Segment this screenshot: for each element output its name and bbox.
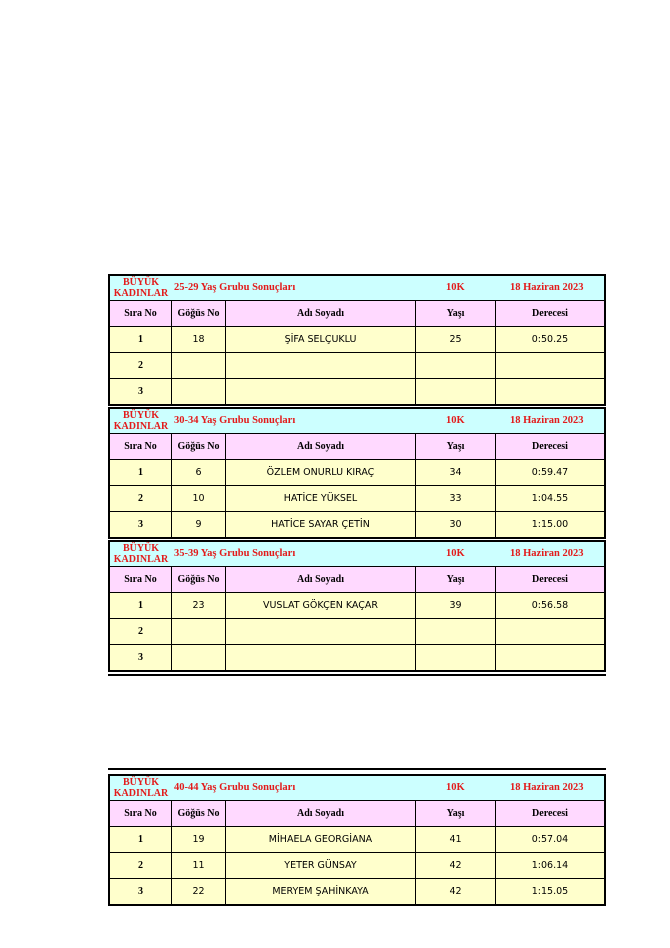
column-header-row: [110, 801, 604, 827]
race-date: 18 Haziran 2023: [510, 282, 584, 293]
col-gogus-no: Göğüs No: [172, 301, 226, 326]
table-row: [110, 353, 604, 379]
table-row: [110, 645, 604, 670]
rank: 1: [110, 593, 172, 618]
athlete-age: [416, 645, 496, 670]
finish-time: 0:59.47: [531, 467, 569, 478]
finish-time: 0:50.25: [531, 334, 569, 345]
finish-time: 0:57.04: [531, 834, 569, 845]
table-header: [110, 542, 604, 567]
col-adi-soyadi: Adı Soyadı: [226, 301, 416, 326]
finish-time: 1:15.00: [531, 519, 569, 530]
results-table-30-34: [108, 407, 606, 539]
athlete-name: VUSLAT GÖKÇEN KAÇAR: [226, 593, 416, 618]
results-table-40-44: [108, 774, 606, 906]
table-row: [110, 327, 604, 353]
bib-number: 23: [172, 593, 226, 618]
table-row: [110, 512, 604, 537]
table-row: [110, 827, 604, 853]
distance-label: 10K: [446, 782, 465, 793]
table-row: [110, 460, 604, 486]
results-table-25-29: [108, 274, 606, 406]
age-group-title: 25-29 Yaş Grubu Sonuçları: [174, 282, 296, 293]
table-row: [110, 593, 604, 619]
col-derecesi: Derecesi: [532, 808, 568, 819]
bib-number: [172, 353, 226, 378]
col-derecesi: Derecesi: [532, 441, 568, 452]
finish-time: [496, 645, 604, 670]
col-yasi: Yaşı: [416, 301, 496, 326]
column-header-row: [110, 434, 604, 460]
rank: 1: [110, 460, 172, 485]
col-sira-no: Sıra No: [110, 434, 172, 459]
age-group-title: 35-39 Yaş Grubu Sonuçları: [174, 548, 296, 559]
table-row: [110, 379, 604, 404]
athlete-age: [416, 619, 496, 644]
col-adi-soyadi: Adı Soyadı: [226, 801, 416, 826]
divider-line: [108, 674, 606, 676]
athlete-name: [226, 353, 416, 378]
athlete-name: ŞİFA SELÇUKLU: [226, 327, 416, 352]
athlete-name: [226, 379, 416, 404]
column-header-row: [110, 301, 604, 327]
race-date: 18 Haziran 2023: [510, 782, 584, 793]
bib-number: 11: [172, 853, 226, 878]
category-label: BÜYÜK KADINLAR: [113, 277, 169, 299]
race-date: 18 Haziran 2023: [510, 548, 584, 559]
distance-label: 10K: [446, 548, 465, 559]
table-header: [110, 276, 604, 301]
col-derecesi: Derecesi: [532, 308, 568, 319]
athlete-age: 42: [416, 879, 496, 904]
finish-time: [496, 619, 604, 644]
table-header: [110, 776, 604, 801]
results-table-35-39: [108, 540, 606, 672]
category-label: BÜYÜK KADINLAR: [113, 410, 169, 432]
rank: 3: [110, 379, 172, 404]
finish-time: [496, 379, 604, 404]
athlete-name: MERYEM ŞAHİNKAYA: [226, 879, 416, 904]
athlete-name: YETER GÜNSAY: [226, 853, 416, 878]
athlete-age: 33: [416, 486, 496, 511]
col-gogus-no: Göğüs No: [172, 801, 226, 826]
bib-number: [172, 645, 226, 670]
age-group-title: 30-34 Yaş Grubu Sonuçları: [174, 415, 296, 426]
rank: 3: [110, 512, 172, 537]
table-row: [110, 853, 604, 879]
table-row: [110, 486, 604, 512]
athlete-name: HATİCE YÜKSEL: [226, 486, 416, 511]
finish-time: 1:15.05: [531, 886, 569, 897]
bib-number: 6: [172, 460, 226, 485]
rank: 3: [110, 879, 172, 904]
rank: 2: [110, 353, 172, 378]
athlete-age: 42: [416, 853, 496, 878]
bib-number: 10: [172, 486, 226, 511]
col-sira-no: Sıra No: [110, 567, 172, 592]
rank: 1: [110, 327, 172, 352]
col-adi-soyadi: Adı Soyadı: [226, 567, 416, 592]
rank: 1: [110, 827, 172, 852]
rank: 2: [110, 619, 172, 644]
col-gogus-no: Göğüs No: [172, 434, 226, 459]
athlete-age: [416, 379, 496, 404]
athlete-age: 25: [416, 327, 496, 352]
athlete-name: HATİCE SAYAR ÇETİN: [226, 512, 416, 537]
category-label: BÜYÜK KADINLAR: [113, 543, 169, 565]
col-yasi: Yaşı: [416, 801, 496, 826]
col-derecesi: Derecesi: [532, 574, 568, 585]
athlete-name: ÖZLEM ONURLU KIRAÇ: [226, 460, 416, 485]
race-date: 18 Haziran 2023: [510, 415, 584, 426]
col-yasi: Yaşı: [416, 567, 496, 592]
finish-time: 1:04.55: [531, 493, 569, 504]
age-group-title: 40-44 Yaş Grubu Sonuçları: [174, 782, 296, 793]
bib-number: 19: [172, 827, 226, 852]
bib-number: 9: [172, 512, 226, 537]
athlete-name: [226, 619, 416, 644]
table-row: [110, 619, 604, 645]
col-adi-soyadi: Adı Soyadı: [226, 434, 416, 459]
athlete-age: 39: [416, 593, 496, 618]
athlete-age: 34: [416, 460, 496, 485]
athlete-age: 30: [416, 512, 496, 537]
col-yasi: Yaşı: [416, 434, 496, 459]
rank: 3: [110, 645, 172, 670]
table-row: [110, 879, 604, 904]
distance-label: 10K: [446, 415, 465, 426]
bib-number: 18: [172, 327, 226, 352]
rank: 2: [110, 853, 172, 878]
col-sira-no: Sıra No: [110, 301, 172, 326]
bib-number: [172, 619, 226, 644]
finish-time: [496, 353, 604, 378]
athlete-name: [226, 645, 416, 670]
rank: 2: [110, 486, 172, 511]
finish-time: 0:56.58: [531, 600, 569, 611]
table-header: [110, 409, 604, 434]
divider-line: [108, 768, 606, 770]
bib-number: 22: [172, 879, 226, 904]
athlete-name: MİHAELA GEORGİANA: [226, 827, 416, 852]
distance-label: 10K: [446, 282, 465, 293]
column-header-row: [110, 567, 604, 593]
col-sira-no: Sıra No: [110, 801, 172, 826]
athlete-age: [416, 353, 496, 378]
finish-time: 1:06.14: [531, 860, 569, 871]
bib-number: [172, 379, 226, 404]
category-label: BÜYÜK KADINLAR: [113, 777, 169, 799]
col-gogus-no: Göğüs No: [172, 567, 226, 592]
athlete-age: 41: [416, 827, 496, 852]
